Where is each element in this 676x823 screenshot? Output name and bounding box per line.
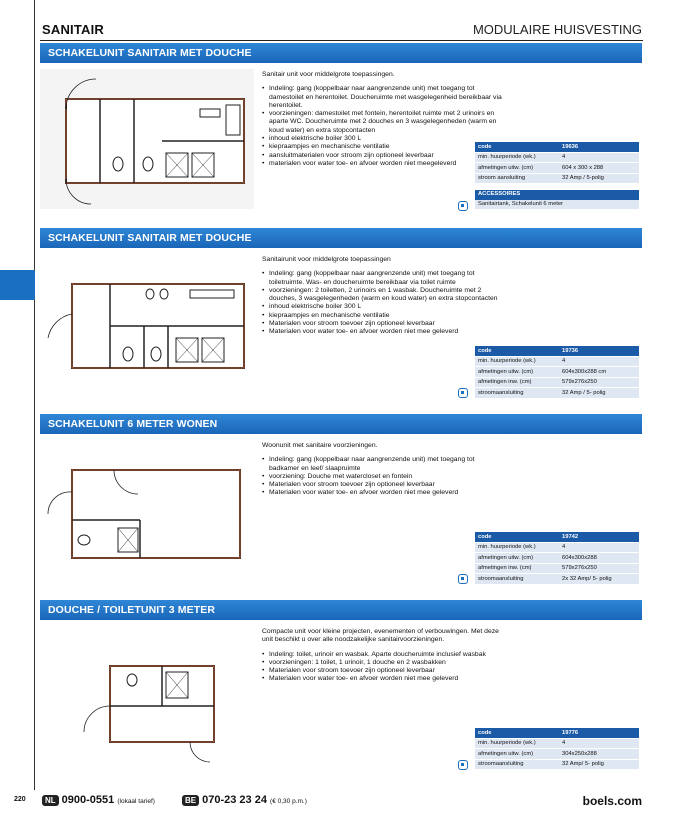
spec-label: afmetingen uitw. (cm) xyxy=(475,367,559,378)
nl-rate-note: (lokaal tarief) xyxy=(117,798,155,805)
accessories-box xyxy=(475,190,639,209)
spec-table xyxy=(475,728,639,770)
spec-label: min. huurperiode (wk.) xyxy=(475,738,559,749)
nl-contact xyxy=(42,794,155,806)
spec-label: stroomaansluiting xyxy=(475,574,559,585)
feature-item: • aansluitmaterialen voor stroom zijn optioneel leverbaar xyxy=(262,152,502,160)
nl-phone[interactable]: 0900-0551 xyxy=(61,794,115,806)
feature-item: • inhoud elektrische boiler 300 L xyxy=(262,135,502,143)
spec-label: afmetingen uitw. (cm) xyxy=(475,553,559,564)
spec-value: 604x300x288 xyxy=(559,553,639,564)
spec-value: 604 x 300 x 288 xyxy=(559,163,639,174)
intro-text: Compacte unit voor kleine projecten, evenementen of verbouwingen. Met deze unit beschikt u over alle noodzakelijke sanitairvoorzieningen. xyxy=(262,628,499,644)
feature-list xyxy=(262,270,502,336)
spec-label: stroomaansluiting xyxy=(475,388,559,399)
spec-value: 4 xyxy=(559,152,639,163)
product-description xyxy=(262,256,502,337)
spec-value: 4 xyxy=(559,542,639,553)
section-title: SCHAKELUNIT SANITAIR MET DOUCHE xyxy=(40,228,642,248)
page-number: 220 xyxy=(14,796,26,803)
feature-item: • Indeling: gang (koppelbaar naar aangrenzende unit) met toegang tot damestoilet en herentoilet. Doucheruimte met wasgelegenheid bereikbaar via herentoilet. xyxy=(262,85,502,110)
spec-value: 604x300x288 cm xyxy=(559,367,639,378)
feature-item: • Indeling: toilet, urinoir en wasbak. Aparte doucheruimte inclusief wasbak xyxy=(262,651,502,659)
floor-plan-image xyxy=(40,254,254,404)
header-divider xyxy=(40,40,643,41)
feature-item: • Indeling: gang (koppelbaar naar aangrenzende unit) met toegang tot toiletruimte. Was- en doucheruimte bereikbaar via toilet ruimte xyxy=(262,270,502,287)
spec-table xyxy=(475,346,639,399)
spec-value: 19736 xyxy=(559,346,639,356)
section-title: DOUCHE / TOILETUNIT 3 METER xyxy=(40,600,642,620)
feature-item: • Materialen voor water toe- en afvoer worden niet mee geleverd xyxy=(262,328,502,336)
page-title: SANITAIR xyxy=(42,22,105,37)
spec-label: afmetingen uitw. (cm) xyxy=(475,163,559,174)
spec-label: min. huurperiode (wk.) xyxy=(475,152,559,163)
website-link[interactable]: boels.com xyxy=(582,794,642,808)
intro-text: Sanitairunit voor middelgrote toepassingen xyxy=(262,256,391,263)
product-description xyxy=(262,71,502,168)
spec-label: code xyxy=(475,346,559,356)
be-contact xyxy=(182,794,307,806)
be-phone[interactable]: 070-23 23 24 xyxy=(202,794,267,806)
catalog-category: MODULAIRE HUISVESTING xyxy=(472,22,642,37)
feature-item: • voorzieningen: 2 toiletten, 2 urinoirs en 1 wasbak. Doucheruimte met 2 douches, 3 wasgelegenheden (warm en koud water) en extra stopcontacten xyxy=(262,287,502,304)
spec-value: 19636 xyxy=(559,142,639,152)
spec-label: afmetingen inw. (cm) xyxy=(475,563,559,574)
feature-item: • inhoud elektrische boiler 300 L xyxy=(262,303,502,311)
spec-label: code xyxy=(475,532,559,542)
be-rate-note: (€ 0,30 p.m.) xyxy=(270,798,307,805)
product-description xyxy=(262,442,502,498)
spec-value: 4 xyxy=(559,738,639,749)
spec-value: 304x250x288 xyxy=(559,749,639,760)
product-section-3 xyxy=(40,414,642,594)
product-section-1 xyxy=(40,43,642,223)
intro-text: Woonunit met sanitaire voorzieningen. xyxy=(262,442,378,449)
save-icon[interactable] xyxy=(458,201,468,211)
floor-plan-image xyxy=(40,626,254,776)
floor-plan-image xyxy=(40,69,254,219)
feature-item: • kiepraampjes en mechanische ventilatie xyxy=(262,312,502,320)
nl-badge: NL xyxy=(42,795,59,806)
feature-item: • voorzieningen: damestoilet met fontein, herentoilet ruimte met 2 urinoirs en aparte WC. Doucheruimte met 2 douches en 3 wasgelegenheden (warm en koud water) en extra stopcontacten xyxy=(262,110,502,135)
section-title: SCHAKELUNIT 6 METER WONEN xyxy=(40,414,642,434)
product-section-2 xyxy=(40,228,642,408)
spec-value: 2x 32 Amp/ 5- polig xyxy=(559,574,639,585)
spec-label: stroom aansluiting xyxy=(475,173,559,184)
feature-list xyxy=(262,456,502,497)
feature-item: • voorziening: Douche met watercloset en fontein xyxy=(262,473,502,481)
spec-value: 579x276x250 xyxy=(559,563,639,574)
feature-item: • Materialen voor water toe- en afvoer worden niet mee geleverd xyxy=(262,675,502,683)
save-icon[interactable] xyxy=(458,574,468,584)
feature-item: • voorzieningen: 1 toilet, 1 urinoir, 1 douche en 2 wasbakken xyxy=(262,659,502,667)
spec-label: afmetingen uitw. (cm) xyxy=(475,749,559,760)
accessories-heading: ACCESSOIRES xyxy=(475,190,639,200)
spec-value: 4 xyxy=(559,356,639,367)
save-icon[interactable] xyxy=(458,388,468,398)
be-badge: BE xyxy=(182,795,199,806)
feature-item: • Materialen voor water toe- en afvoer worden niet mee geleverd xyxy=(262,489,502,497)
feature-list xyxy=(262,85,502,168)
left-margin-rule xyxy=(34,0,35,790)
accessories-list: Sanitairtank, Schakelunit 6 meter xyxy=(475,200,639,210)
floor-plan-image xyxy=(40,440,254,590)
spec-label: min. huurperiode (wk.) xyxy=(475,542,559,553)
product-description xyxy=(262,628,502,684)
product-section-4 xyxy=(40,600,642,785)
feature-item: • kiepraampjes en mechanische ventilatie xyxy=(262,143,502,151)
feature-item: • Materialen voor stroom toevoer zijn optioneel leverbaar xyxy=(262,481,502,489)
spec-value: 579x276x250 xyxy=(559,377,639,388)
feature-item: • Materialen voor stroom toevoer zijn optioneel leverbaar xyxy=(262,320,502,328)
feature-item: • Materialen voor stroom toevoer zijn optioneel leverbaar xyxy=(262,667,502,675)
intro-text: Sanitair unit voor middelgrote toepassingen. xyxy=(262,71,395,78)
spec-value: 32 Amp / 5- polig xyxy=(559,388,639,399)
spec-value: 32 Amp/ 5- polig xyxy=(559,759,639,770)
spec-label: code xyxy=(475,728,559,738)
spec-label: min. huurperiode (wk.) xyxy=(475,356,559,367)
feature-item: • Indeling: gang (koppelbaar naar aangrenzende unit) met toegang tot badkamer en leef/ slaapruimte xyxy=(262,456,502,473)
spec-label: code xyxy=(475,142,559,152)
section-title: SCHAKELUNIT SANITAIR MET DOUCHE xyxy=(40,43,642,63)
feature-item: • materialen voor water toe- en afvoer worden niet meegeleverd xyxy=(262,160,502,168)
spec-value: 32 Amp / 5-polig xyxy=(559,173,639,184)
section-tab-marker xyxy=(0,270,35,300)
spec-table xyxy=(475,532,639,585)
spec-table xyxy=(475,142,639,184)
spec-value: 19742 xyxy=(559,532,639,542)
page-footer xyxy=(0,792,676,812)
spec-label: afmetingen inw. (cm) xyxy=(475,377,559,388)
feature-list xyxy=(262,651,502,684)
spec-value: 19776 xyxy=(559,728,639,738)
spec-label: stroomaansluiting xyxy=(475,759,559,770)
save-icon[interactable] xyxy=(458,760,468,770)
